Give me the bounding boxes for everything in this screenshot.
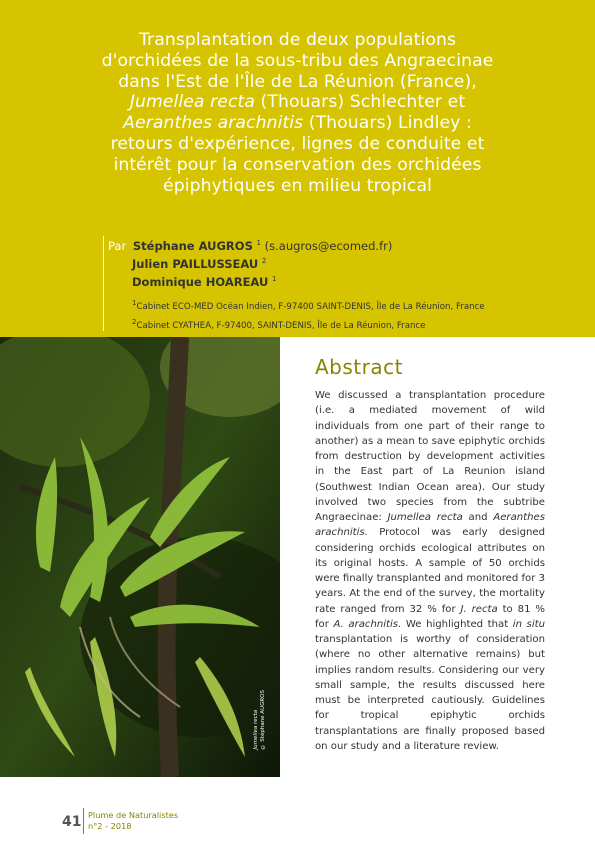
title-line xyxy=(40,113,555,134)
article-title xyxy=(40,30,555,196)
title-banner xyxy=(0,0,595,337)
by-label: Par xyxy=(108,238,127,253)
species-name: Jumellea recta xyxy=(129,92,255,113)
title-line: Transplantation de deux populations xyxy=(138,30,457,50)
journal-name: Plume de Naturalistes xyxy=(88,810,179,820)
affiliation-marker: 1 xyxy=(256,239,261,247)
affiliation-marker: 1 xyxy=(271,274,277,283)
species-name: Aeranthes arachnitis. xyxy=(315,512,545,539)
affiliation-marker: 2 xyxy=(132,318,137,327)
author-row xyxy=(108,236,578,254)
title-line: intérêt pour la conservation des orchidées xyxy=(113,154,482,175)
species-name: Aeranthes arachnitis xyxy=(123,113,304,134)
title-line: épiphytiques en milieu tropical xyxy=(163,175,432,196)
species-name: Jumellea recta xyxy=(387,512,463,523)
author-email-link[interactable]: (s.augros@ecomed.fr) xyxy=(264,238,393,253)
page-number: 41 xyxy=(62,814,82,830)
affiliation-item xyxy=(108,315,578,334)
abstract-text xyxy=(315,388,545,754)
affiliation-text: Cabinet ECO-MED Océan Indien, F-97400 SAINT-DENIS, Île de La Réunion, France xyxy=(136,302,485,313)
title-line xyxy=(40,92,555,113)
species-name: J. recta xyxy=(460,603,498,615)
species-name: A. arachnitis. xyxy=(333,618,402,630)
author-name: Dominique HOAREAU xyxy=(132,274,269,289)
abstract-segment: transplantation is worthy of consideration (where no other alternative remains) but implies random results. Considering our very small sample, the results discussed here must be interpreted cautiously. Guidelines for tropical epiphytic orchids transplantations are finally proposed based on our study and a literature review. xyxy=(315,634,545,752)
abstract-segment: We highlighted that xyxy=(401,618,513,630)
abstract-heading: Abstract xyxy=(315,355,403,379)
journal-info xyxy=(88,810,178,832)
title-text: (Thouars) Schlechter et xyxy=(254,92,466,113)
author-block xyxy=(103,236,578,331)
affiliation-marker: 1 xyxy=(132,299,137,308)
author-row xyxy=(108,272,578,290)
affiliation-item xyxy=(108,296,578,315)
orchid-photo xyxy=(0,337,280,777)
affiliation-marker: 2 xyxy=(261,256,267,265)
title-line: d'orchidées de la sous-tribu des Angraecinae xyxy=(101,50,494,71)
latin-term: in situ xyxy=(512,618,545,630)
affiliation-list xyxy=(108,296,578,334)
photo-copyright: © Stéphane AUGROS xyxy=(260,690,266,750)
abstract-segment: Protocol was early designed considering orchids ecological attributes on its original hosts. A sample of 50 orchids were finally transplanted and monitored for 3 years. At the end of the survey, the mortality rate ranged from 32 % for xyxy=(315,527,545,615)
affiliation-text: Cabinet CYATHEA, F-97400, SAINT-DENIS, Île de La Réunion, France xyxy=(136,321,426,332)
title-text: (Thouars) Lindley : xyxy=(303,113,472,134)
photo-credit xyxy=(253,690,267,749)
footer-divider xyxy=(83,808,84,834)
abstract-segment: to 81 % for xyxy=(315,603,545,630)
abstract-segment: We discussed a transplantation procedure (i.e. a mediated movement of wild individuals from one part of their range to another) as a mean to save epiphytic orchids from destruction by development activities in the East part of La Reunion island (Southwest Indian Ocean area). Our study involved two species from the subtribe Angraecinae: xyxy=(315,390,545,523)
author-name: Stéphane AUGROS xyxy=(132,238,253,253)
author-name: Julien PAILLUSSEAU xyxy=(132,256,259,271)
journal-issue: n°2 - 2018 xyxy=(88,821,132,831)
abstract-segment: and xyxy=(462,512,494,523)
author-row xyxy=(108,254,578,272)
title-line: retours d'expérience, lignes de conduite et xyxy=(110,133,485,154)
title-line: dans l'Est de l'Île de La Réunion (France), xyxy=(118,71,477,92)
photo-caption: Jumellea recta xyxy=(253,709,259,750)
